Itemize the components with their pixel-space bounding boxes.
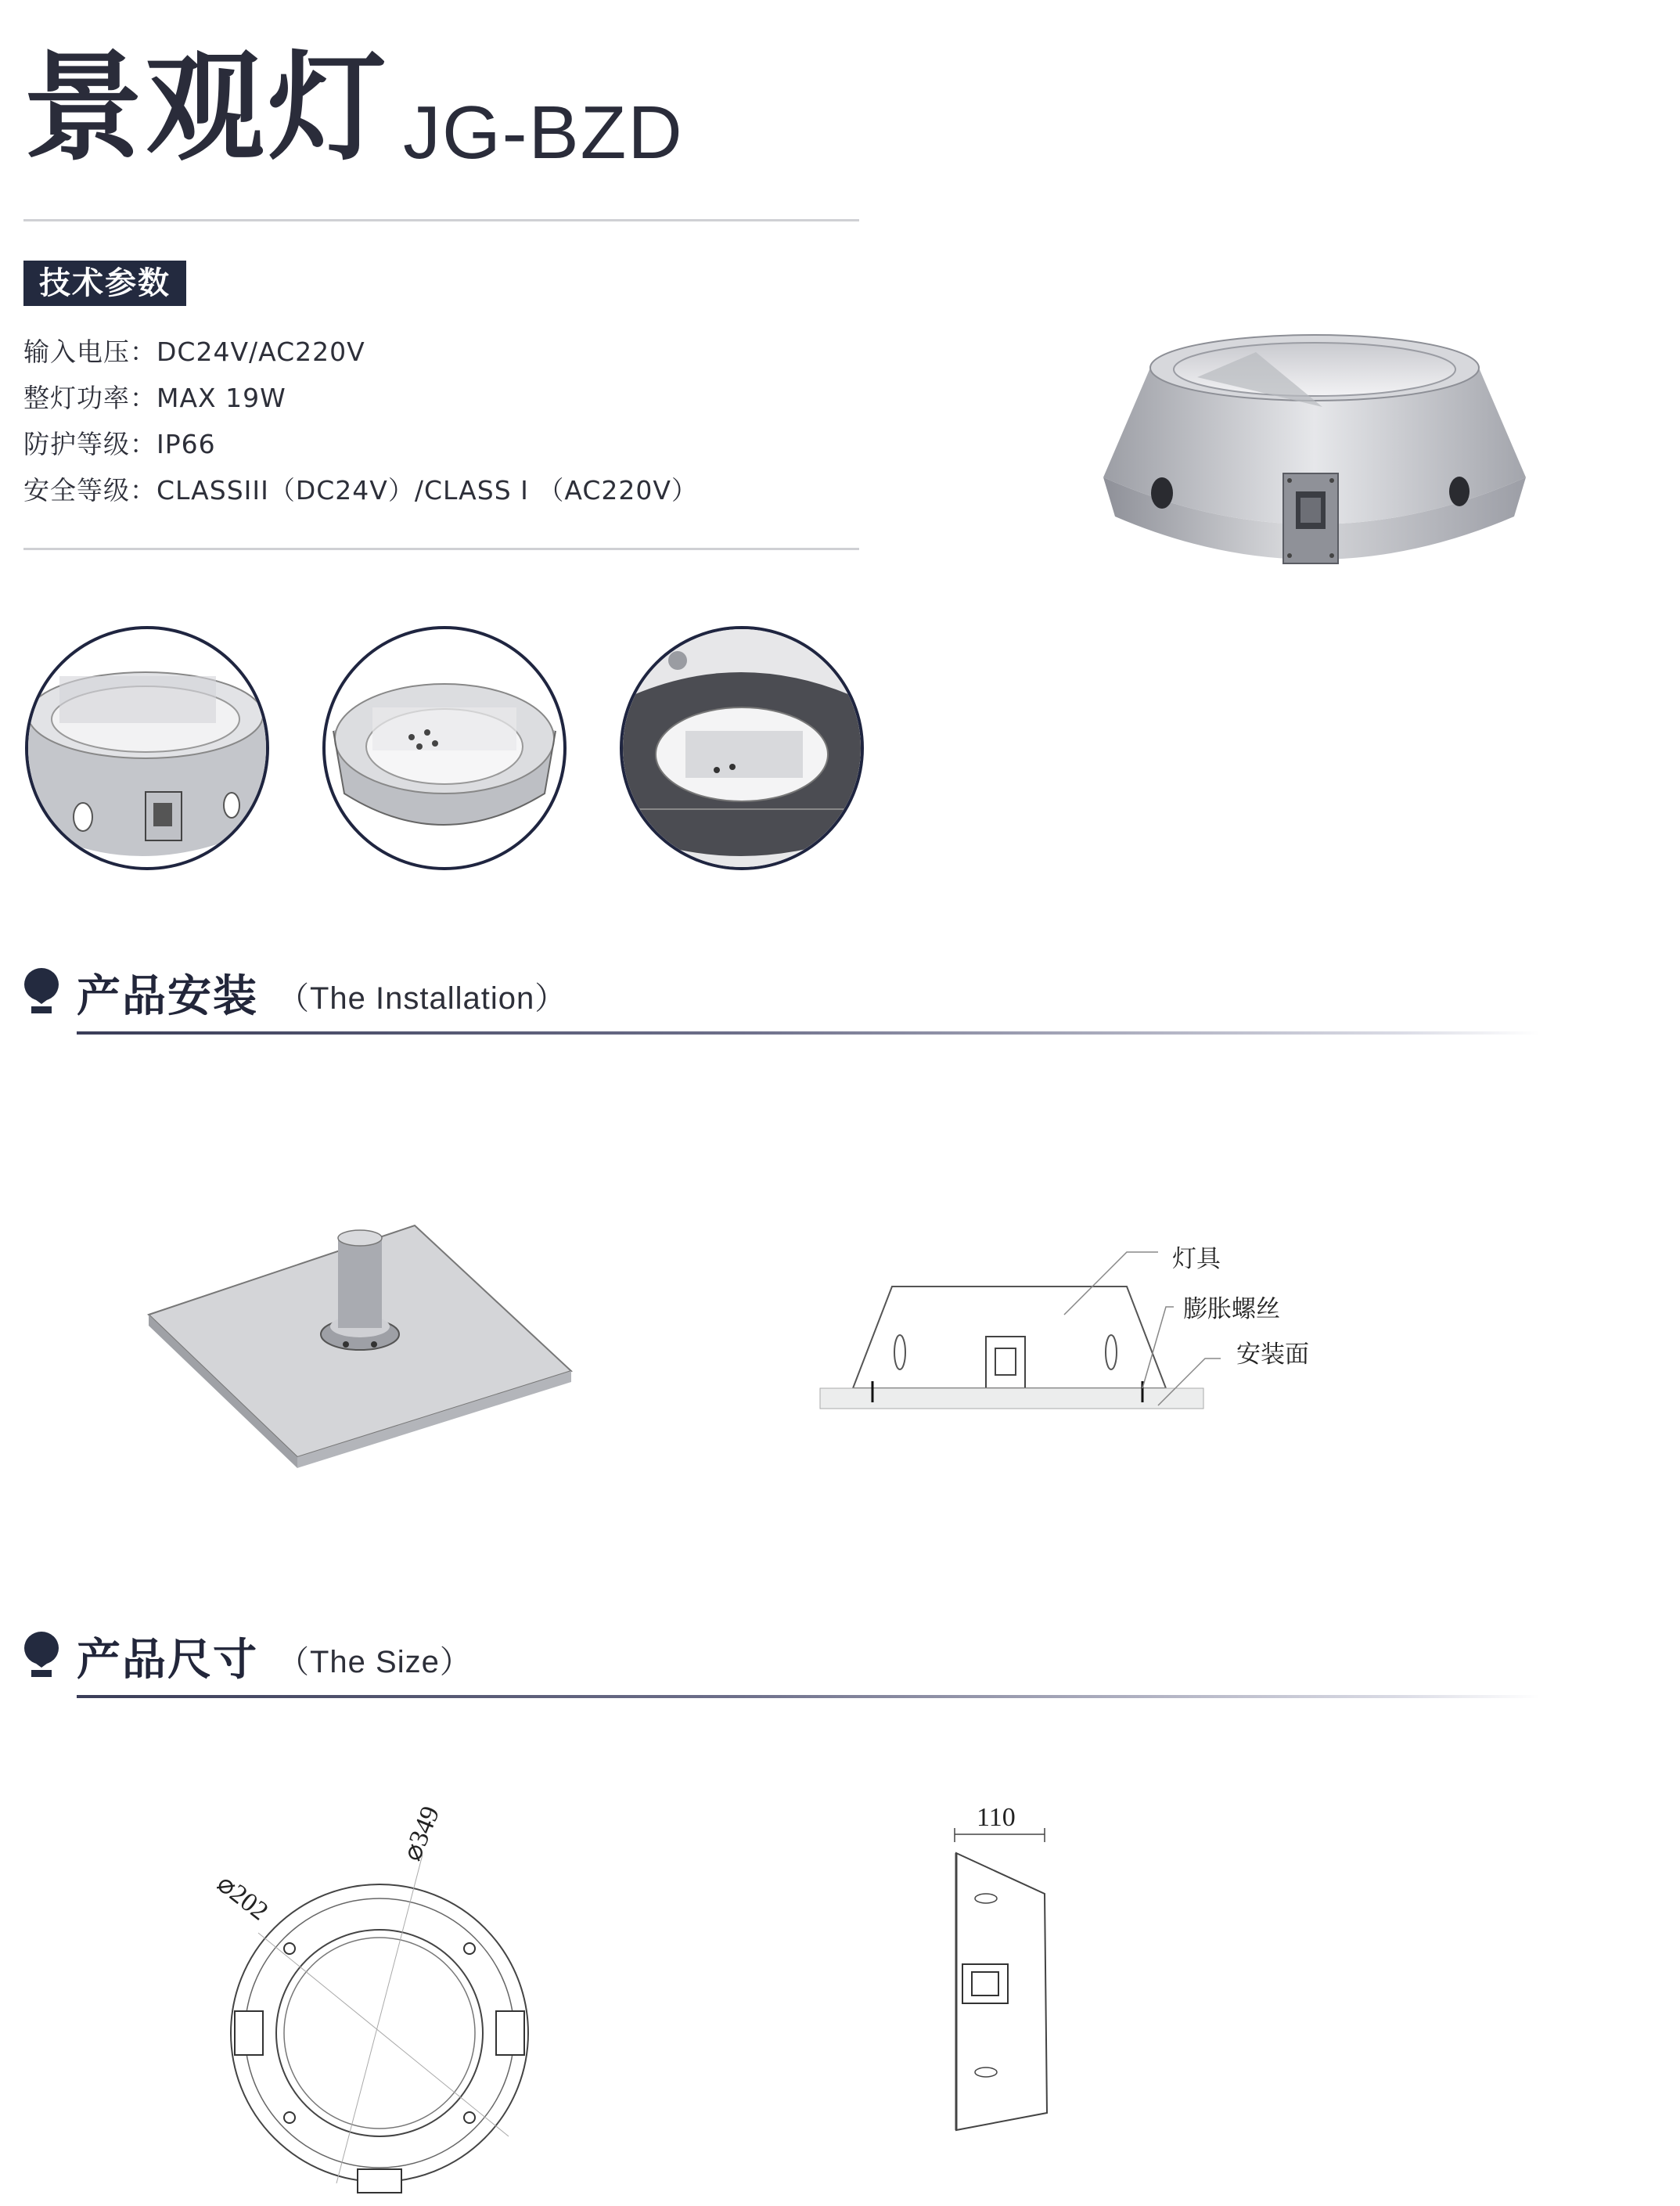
spec-tag: 技术参数 — [23, 261, 186, 306]
dim-outer-diameter: ⌀349 — [398, 1801, 446, 1866]
detail-image-3 — [623, 629, 861, 867]
label-surface: 安装面 — [1236, 1341, 1309, 1369]
installation-subtitle: （The Installation） — [278, 981, 567, 1016]
installation-plate-illustration — [141, 1205, 579, 1471]
size-subtitle: （The Size） — [278, 1645, 472, 1679]
product-model: JG-BZD — [403, 91, 684, 175]
spec-row-voltage — [23, 329, 698, 375]
spec-label: 输入电压： — [23, 336, 156, 367]
spec-divider — [23, 548, 859, 550]
side-view-drawing — [939, 1823, 1064, 2136]
label-anchor: 膨胀螺丝 — [1183, 1295, 1280, 1323]
spec-label: 安全等级： — [23, 475, 156, 506]
spec-list — [23, 329, 698, 513]
dim-height: 110 — [977, 1803, 1016, 1832]
spec-value: CLASSIII（DC24V）/CLASS I （AC220V） — [156, 475, 698, 506]
spec-value: DC24V/AC220V — [156, 336, 365, 367]
detail-image-2 — [326, 629, 563, 867]
size-underline — [77, 1695, 1540, 1698]
top-view-drawing — [227, 1823, 556, 2199]
product-title: 景观灯 — [23, 38, 390, 177]
detail-thumb-2 — [322, 626, 567, 870]
section-pin-icon — [23, 1631, 59, 1678]
dim-inner-diameter: ⌀202 — [211, 1869, 274, 1927]
spec-label: 整灯功率： — [23, 383, 156, 413]
spec-value: IP66 — [156, 429, 216, 459]
installation-title: 产品安装 — [77, 971, 258, 1022]
spec-row-power — [23, 375, 698, 421]
installation-underline — [77, 1031, 1540, 1035]
spec-row-safety — [23, 467, 698, 513]
detail-thumb-1 — [25, 626, 269, 870]
detail-thumb-3 — [620, 626, 864, 870]
spec-value: MAX 19W — [156, 383, 286, 413]
spec-row-ip — [23, 421, 698, 467]
title-divider — [23, 219, 859, 221]
section-pin-icon — [23, 967, 59, 1014]
detail-image-1 — [28, 629, 266, 867]
product-photo — [1088, 321, 1541, 587]
size-title: 产品尺寸 — [77, 1635, 258, 1686]
spec-label: 防护等级： — [23, 429, 156, 459]
label-fixture: 灯具 — [1172, 1245, 1221, 1273]
